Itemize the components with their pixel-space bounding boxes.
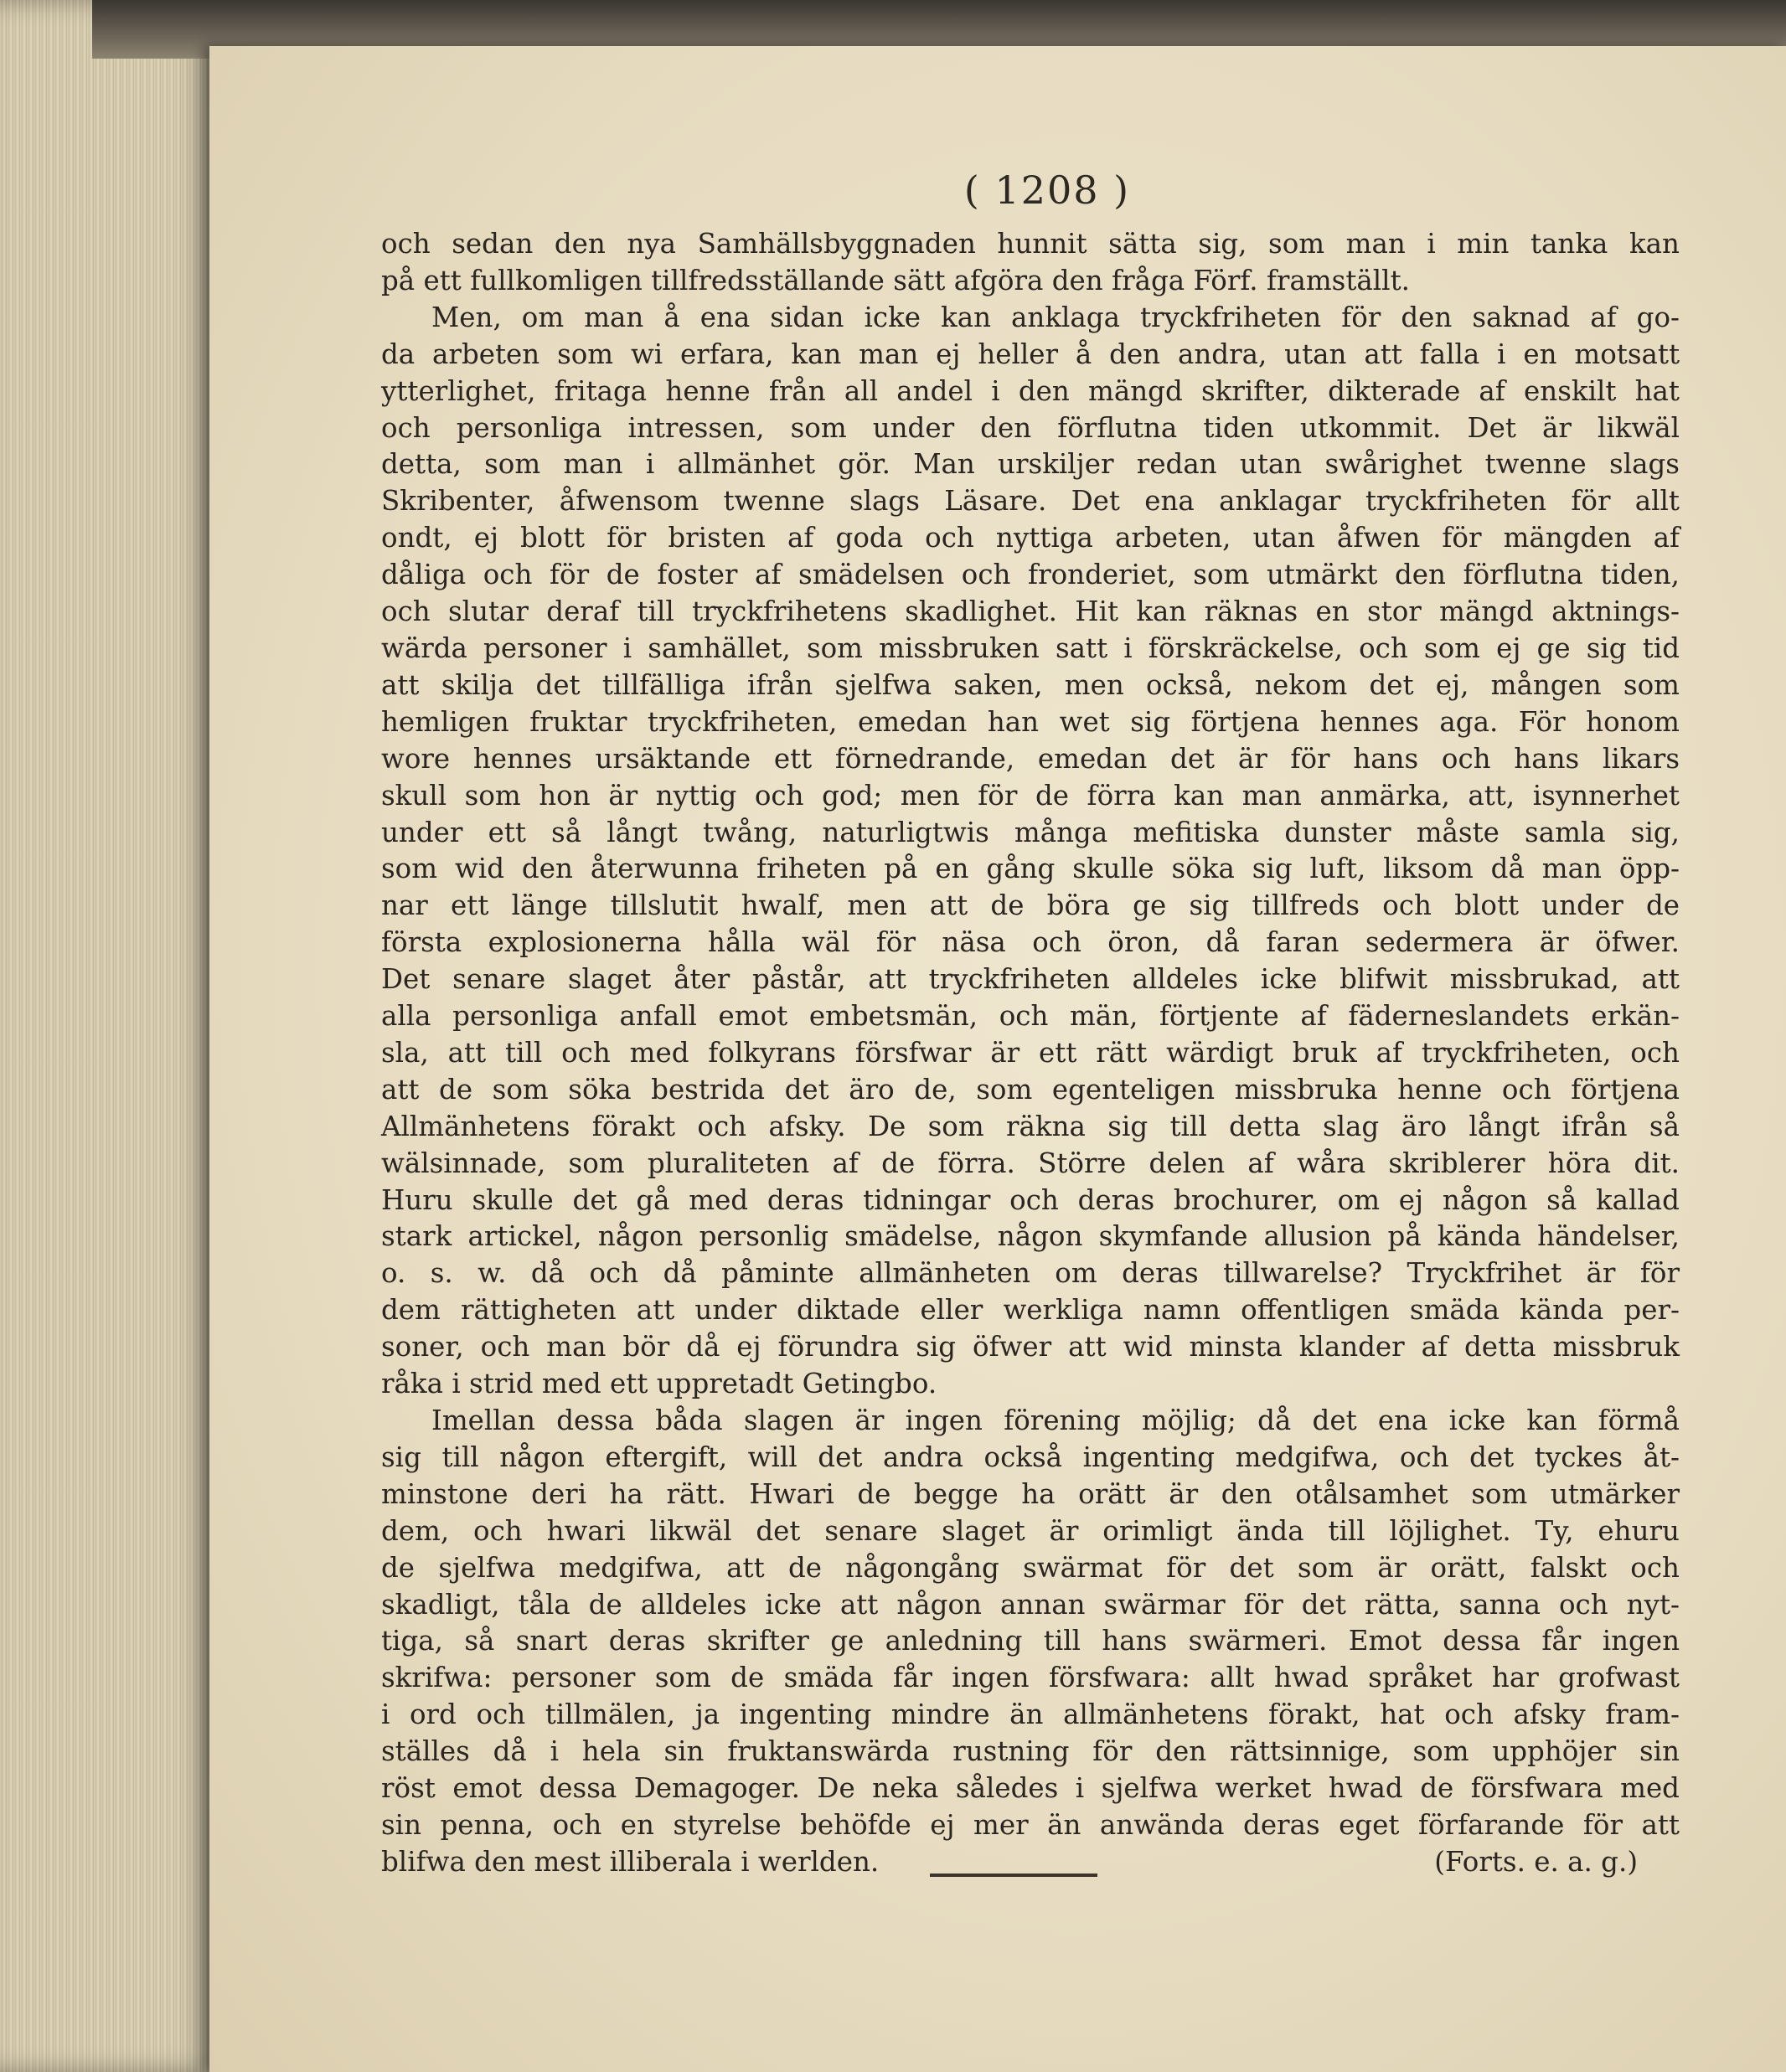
text-line: ställes då i hela sin fruktanswärda rustning för den rättsinnige, som upphöjer sin [381,1735,1680,1768]
text-line: dåliga och för de foster af smädelsen och fronderiet, som utmärkt den förflutna tiden, [381,559,1680,591]
text-line: nar ett länge tillslutit hwalf, men att de böra ge sig tillfreds och blott under de [381,889,1680,922]
text-line: detta, som man i allmänhet gör. Man urskiljer redan utan swårighet twenne slags [381,448,1680,481]
page-number: ( 1208 ) [963,168,1131,213]
text-line: sin penna, och en styrelse behöfde ej mer än anwända deras eget förfarande för att [381,1808,1680,1841]
text-line: sla, att till och med folkyrans försfwar är ett rätt wärdigt bruk af tryckfriheten, och [381,1036,1680,1069]
text-line: wore hennes ursäktande ett förnedrande, emedan det är för hans och hans likars [381,742,1680,775]
text-line: Allmänhetens förakt och afsky. De som räkna sig till detta slag äro långt ifrån så [381,1110,1680,1142]
body-text [381,226,1680,1878]
text-line: ytterlighet, fritaga henne från all andel i den mängd skrifter, dikterade af enskilt hat [381,374,1680,407]
end-rule [930,1874,1097,1877]
text-line: minstone deri ha rätt. Hwari de begge ha orätt är den otålsamhet som utmärker [381,1477,1680,1510]
text-line: att de som söka bestrida det äro de, som egenteligen missbruka henne och förtjena [381,1073,1680,1106]
text-line: Men, om man å ena sidan icke kan anklaga tryckfriheten för den saknad af go- [431,301,1680,333]
text-line: och sedan den nya Samhällsbyggnaden hunnit sätta sig, som man i min tanka kan [381,228,1680,260]
text-line: under ett så långt twång, naturligtwis många mefitiska dunster måste samla sig, [381,816,1680,848]
text-line: tiga, så snart deras skrifter ge anledning till hans swärmeri. Emot dessa får ingen [381,1625,1680,1657]
text-line: och personliga intressen, som under den förflutna tiden utkommit. Det är likwäl [381,411,1680,444]
book-page-edges [0,0,218,2072]
text-line: hemligen fruktar tryckfriheten, emedan han wet sig förtjena hennes aga. För honom [381,705,1680,738]
text-line: dem, och hwari likwäl det senare slaget är orimligt ända till löjlighet. Ty, ehuru [381,1514,1680,1547]
text-line: dem rättigheten att under diktade eller werkliga namn offentligen smäda kända per- [381,1294,1680,1327]
text-line: soner, och man bör då ej förundra sig öfwer att wid minsta klander af detta missbruk [381,1331,1680,1363]
text-line: Huru skulle det gå med deras tidningar och deras brochurer, om ej någon så kallad [381,1183,1680,1216]
text-line: ondt, ej blott för bristen af goda och nyttiga arbeten, utan åfwen för mängden af [381,522,1680,554]
text-line: råka i strid med ett uppretadt Getingbo. [381,1368,937,1400]
text-line: stark artickel, någon personlig smädelse, någon skymfande allusion på kända händelser, [381,1220,1680,1253]
text-line: wälsinnade, som pluraliteten af de förra. Större delen af wåra skriblerer höra dit. [381,1147,1680,1179]
text-line: wärda personer i samhället, som missbruken satt i förskräckelse, och som ej ge sig tid [381,631,1680,664]
text-line: o. s. w. då och då påminte allmänheten om deras tillwarelse? Tryckfrihet är för [381,1257,1680,1290]
text-line: skull som hon är nyttig och god; men för de förra kan man anmärka, att, isynnerhet [381,779,1680,812]
text-line: alla personliga anfall emot embetsmän, och män, förtjente af fäderneslandets erkän- [381,1000,1680,1033]
text-line: som wid den återwunna friheten på en gång skulle söka sig luft, liksom då man öpp- [381,853,1680,885]
text-line: skrifwa: personer som de smäda får ingen försfwara: allt hwad språket har grofwast [381,1662,1680,1694]
text-line: da arbeten som wi erfara, kan man ej heller å den andra, utan att falla i en motsatt [381,338,1680,370]
text-line: i ord och tillmälen, ja ingenting mindre än allmänhetens förakt, hat och afsky fram- [381,1698,1680,1731]
continuation-note: (Forts. e. a. g.) [1434,1845,1638,1878]
text-line: första explosionerna hålla wäl för näsa och öron, då faran sedermera är öfwer. [381,926,1680,959]
text-line: sig till någon eftergift, will det andra också ingenting medgifwa, och det tyckes åt- [381,1441,1680,1473]
text-line: Imellan dessa båda slagen är ingen förening möjlig; då det ena icke kan förmå [431,1405,1680,1436]
text-line: och slutar deraf till tryckfrihetens skadlighet. Hit kan räknas en stor mängd aktnings- [381,595,1680,628]
text-line: röst emot dessa Demagoger. De neka således i sjelfwa werket hwad de försfwara med [381,1772,1680,1805]
text-line: att skilja det tillfälliga ifrån sjelfwa saken, men också, nekom det ej, mången som [381,668,1680,701]
text-line: skadligt, tåla de alldeles icke att någon annan swärmar för det rätta, sanna och nyt- [381,1588,1680,1621]
text-line: på ett fullkomligen tillfredsställande sätt afgöra den fråga Förf. framställt. [381,264,1410,296]
text-line: Skribenter, åfwensom twenne slags Läsare. Det ena anklagar tryckfriheten för allt [381,485,1680,518]
text-line-content: blifwa den mest illiberala i werlden. [381,1845,880,1878]
text-line: de sjelfwa medgifwa, att de någongång swärmat för det som är orätt, falskt och [381,1551,1680,1584]
text-line: Det senare slaget åter påstår, att tryckfriheten alldeles icke blifwit missbrukad, att [381,963,1680,996]
